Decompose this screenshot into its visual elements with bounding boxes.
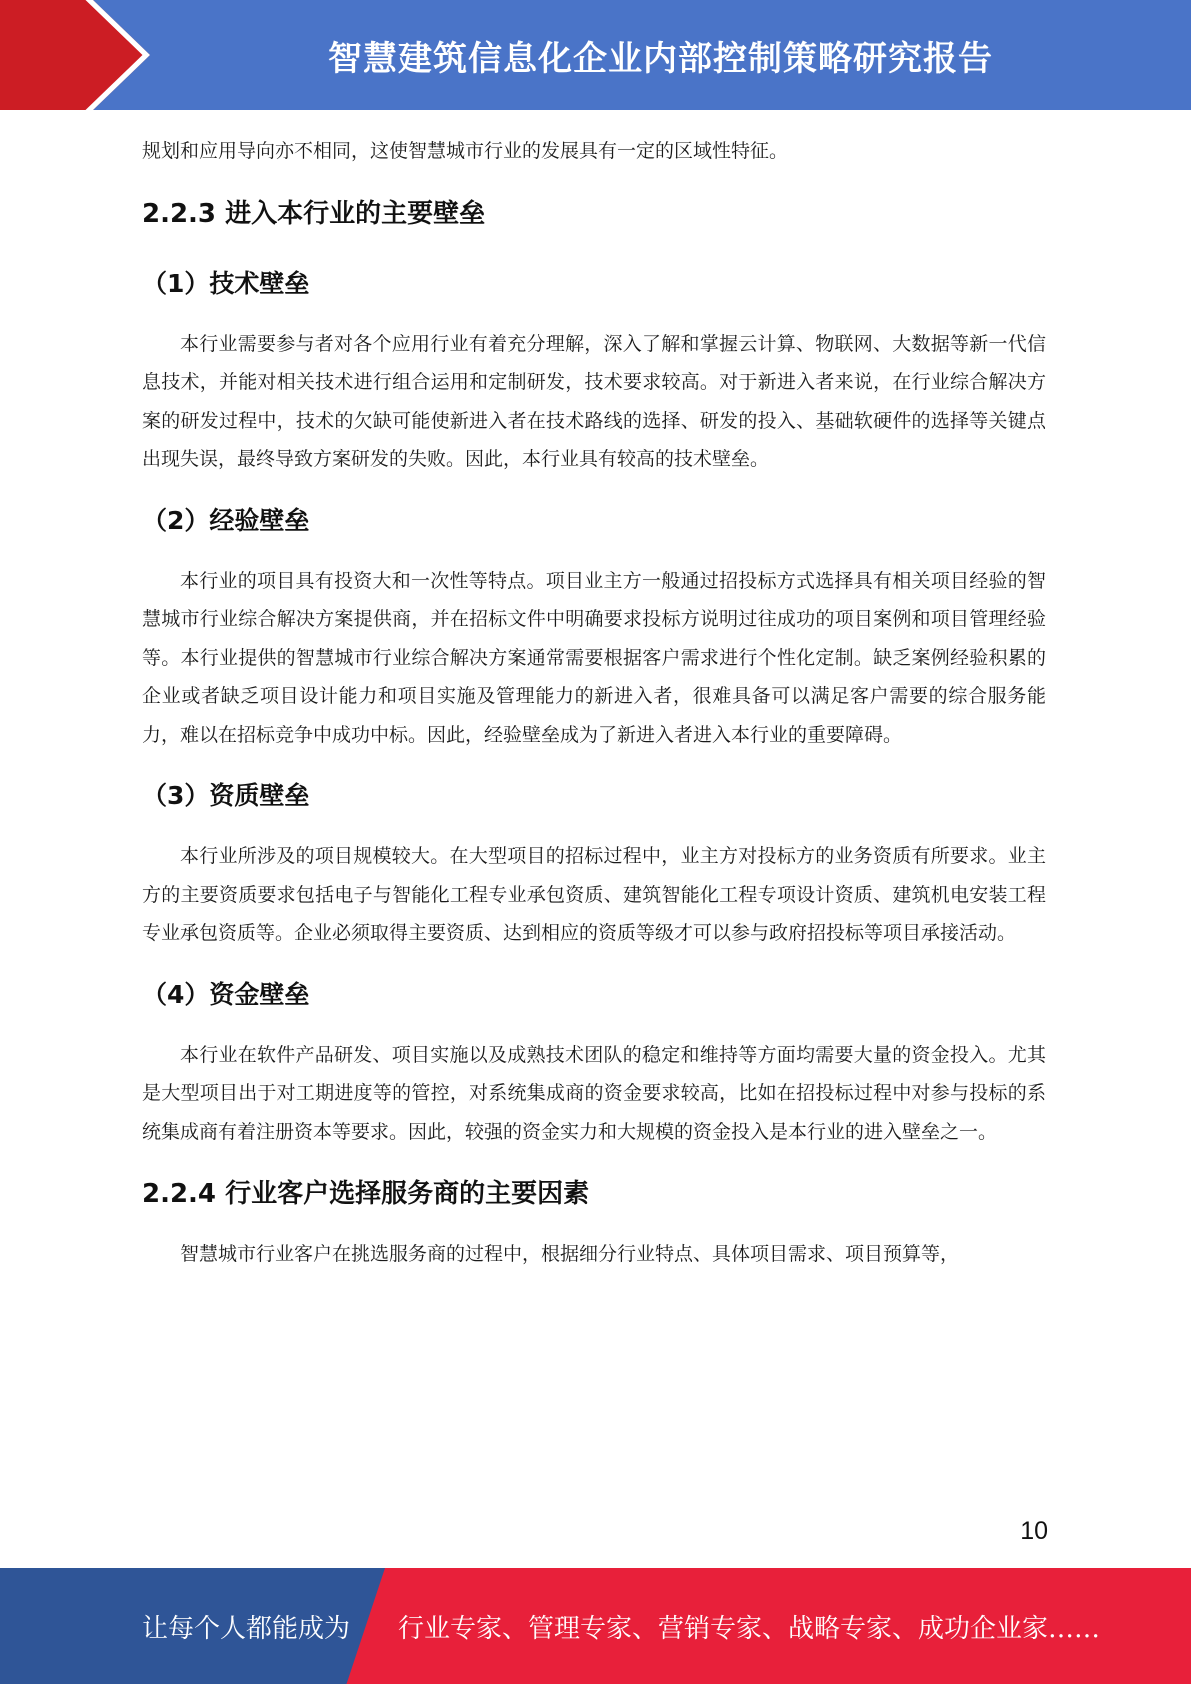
section-text-2-2-4: 智慧城市行业客户在挑选服务商的过程中，根据细分行业特点、具体项目需求、项目预算等， bbox=[180, 1243, 960, 1265]
barrier-heading-experience: （2）经验壁垒 bbox=[142, 505, 310, 535]
intro-continuation: 规划和应用导向亦不相同，这使智慧城市行业的发展具有一定的区域性特征。 bbox=[142, 140, 789, 162]
section-heading-2-2-3: 2.2.3 进入本行业的主要壁垒 bbox=[142, 198, 486, 229]
page-footer bbox=[0, 1568, 1191, 1684]
barrier-text-qualification: 本行业所涉及的项目规模较大。在大型项目的招标过程中，业主方对投标方的业务资质有所要求。业主方的主要资质要求包括电子与智能化工程专业承包资质、建筑智能化工程专项设计资质、建筑机电安装工程专业承包资质等。企业必须取得主要资质、达到相应的资质等级才可以参与政府招投标等项目承接活动。 bbox=[142, 845, 1046, 944]
barrier-text-experience: 本行业的项目具有投资大和一次性等特点。项目业主方一般通过招投标方式选择具有相关项目经验的智慧城市行业综合解决方案提供商，并在招标文件中明确要求投标方说明过往成功的项目案例和项目管理经验等。本行业提供的智慧城市行业综合解决方案通常需要根据客户需求进行个性化定制。缺乏案例经验积累的企业或者缺乏项目设计能力和项目实施及管理能力的新进入者，很难具备可以满足客户需要的综合服务能力，难以在招标竞争中成功中标。因此，经验壁垒成为了新进入者进入本行业的重要障碍。 bbox=[142, 569, 1046, 746]
report-title: 智慧建筑信息化企业内部控制策略研究报告 bbox=[328, 38, 993, 79]
barrier-text-capital: 本行业在软件产品研发、项目实施以及成熟技术团队的稳定和维持等方面均需要大量的资金投入。尤其是大型项目出于对工期进度等的管控，对系统集成商的资金要求较高，比如在招投标过程中对参与投标的系统集成商有着注册资本等要求。因此，较强的资金实力和大规模的资金投入是本行业的进入壁垒之一。 bbox=[142, 1043, 1046, 1143]
footer-slogan-left: 让每个人都能成为 bbox=[142, 1613, 351, 1644]
page-content bbox=[142, 132, 1046, 1274]
barrier-heading-qualification: （3）资质壁垒 bbox=[142, 781, 310, 810]
page-number: 10 bbox=[1020, 1517, 1048, 1545]
header-red-chevron bbox=[0, 0, 150, 110]
footer-slogan-right: 行业专家、管理专家、营销专家、战略专家、成功企业家…… bbox=[398, 1613, 1101, 1644]
barrier-heading-capital: （4）资金壁垒 bbox=[142, 979, 310, 1009]
page-header bbox=[0, 0, 1191, 110]
section-heading-2-2-4: 2.2.4 行业客户选择服务商的主要因素 bbox=[142, 1179, 590, 1209]
barrier-heading-technology: （1）技术壁垒 bbox=[142, 268, 310, 298]
barrier-text-technology: 本行业需要参与者对各个应用行业有着充分理解，深入了解和掌握云计算、物联网、大数据等新一代信息技术，并能对相关技术进行组合运用和定制研发，技术要求较高。对于新进入者来说，在行业综合解决方案的研发过程中，技术的欠缺可能使新进入者在技术路线的选择、研发的投入、基础软硬件的选择等关键点出现失误，最终导致方案研发的失败。因此，本行业具有较高的技术壁垒。 bbox=[142, 332, 1046, 470]
